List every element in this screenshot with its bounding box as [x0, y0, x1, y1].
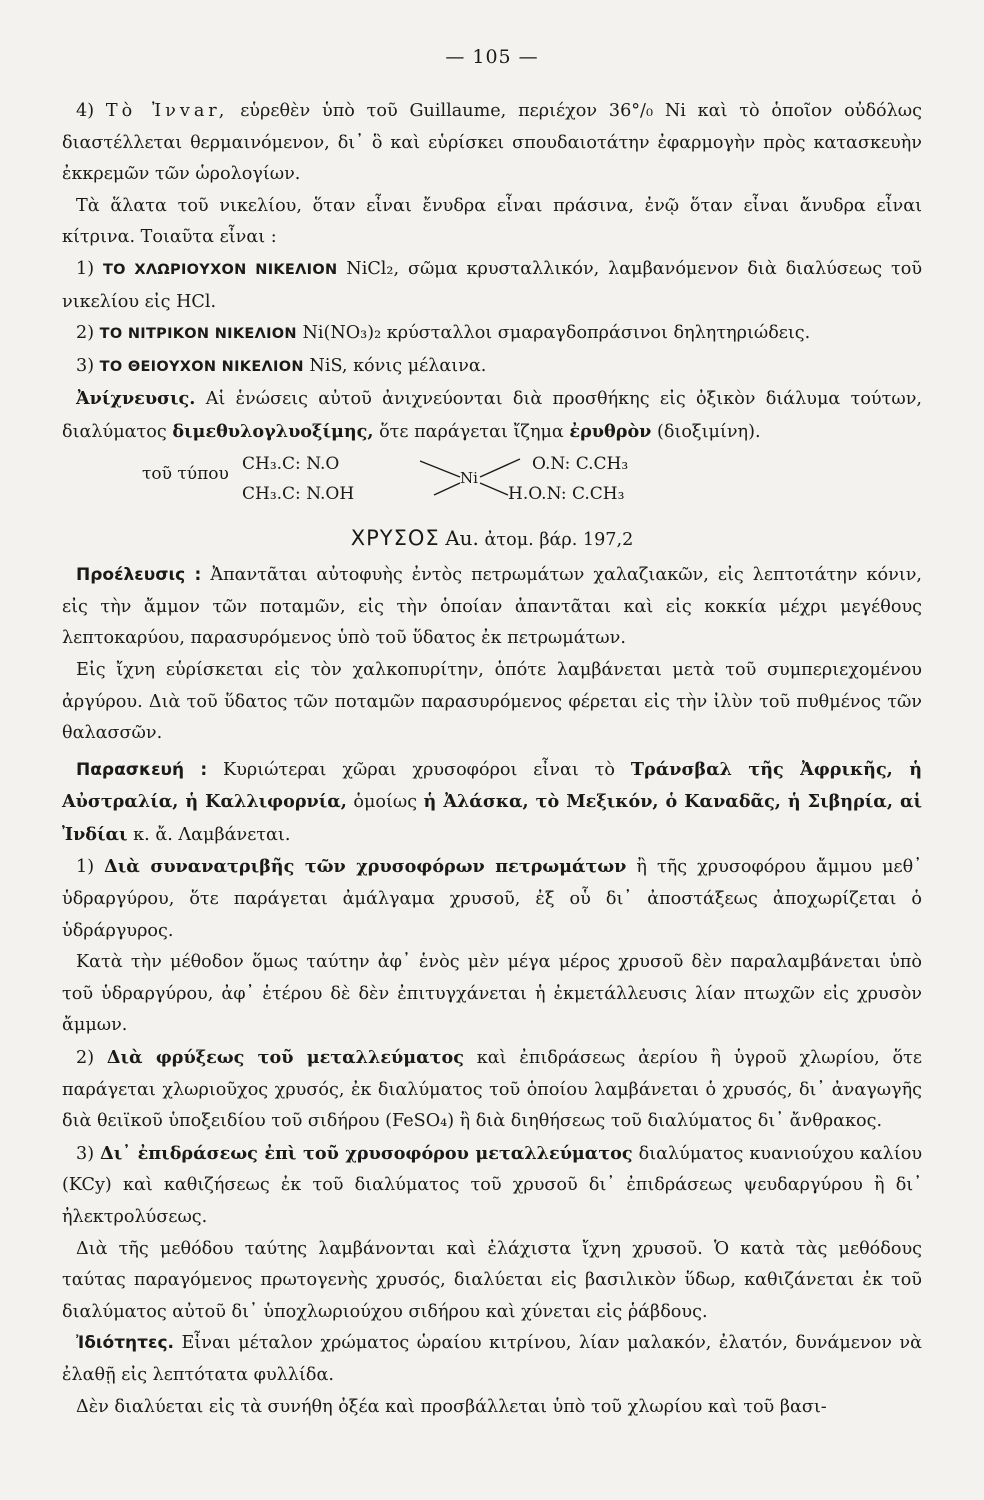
salt-formula: NiCl₂,: [346, 258, 400, 279]
last-line: Δὲν διαλύεται εἰς τὰ συνήθη ὀξέα καὶ προσβάλλεται ὑπὸ τοῦ χλωρίου καὶ τοῦ βασι-: [76, 1396, 827, 1417]
preparation-heading: Παρασκευή :: [76, 759, 208, 780]
method-text: ἢ τῆς χρυσοφόρου ἄμμου μεθ᾽ ὑδραργύρου, ὅτε παράγεται ἀμάλγαμα χρυσοῦ, ἐξ οὗ δι᾽ ἀποστάξεως ἀποχωρίζεται ὁ ὑδράργυρος.: [62, 857, 923, 941]
formula-top-left: CH₃.C: N.O: [242, 453, 340, 474]
gold-atomic-weight: ἀτομ. βάρ. 197,2: [484, 529, 634, 550]
method-2: [62, 1042, 922, 1138]
preparation-text: Κυριώτεραι χῶραι χρυσοφόροι εἶναι τὸ: [223, 759, 616, 780]
method-1: [62, 851, 922, 947]
method-1-note: Κατὰ τὴν μέθοδον ὅμως ταύτην ἀφ᾽ ἑνὸς μὲν μέγα μέρος χρυσοῦ δὲν παραλαμβάνεται ὑπὸ τοῦ ὑδραργύρου, ἀφ᾽ ἑτέρου δὲ δὲν ἐπιτυγχάνεται ἡ ἐκμετάλλευσις λίαν πτωχῶν εἰς χρυσὸν ἄμμων.: [62, 952, 922, 1036]
method-text: διαλύματος κυανιούχου καλίου (KCy) καὶ καθιζήσεως ἐκ τοῦ διαλύματος τοῦ χρυσοῦ δι᾽ ἐπιδράσεως ψευδαργύρου ἢ δι᾽ ἠλεκτρολύσεως.: [62, 1143, 923, 1227]
properties-text: Εἶναι μέταλον χρώματος ὡραίου κιτρίνου, λίαν μαλακόν, ἐλατόν, δυνάμενον νὰ ἐλαθῇ εἰς λεπτότατα φυλλίδα.: [62, 1333, 923, 1385]
salt-text: κρύσταλλοι σμαραγδοπράσινοι δηλητηριώδεις.: [386, 323, 811, 344]
origin-paragraph: [62, 560, 922, 655]
item-number: 4): [76, 101, 95, 121]
page-number: — 105 —: [445, 46, 539, 68]
salt-name: ΤΟ ΝΙΤΡΙΚΟΝ ΝΙΚΕΛΙΟΝ: [99, 326, 297, 343]
salt-formula: Ni(NO₃)₂: [302, 323, 382, 344]
structural-formula: [62, 451, 922, 517]
origin-heading: Προέλευσις :: [76, 565, 202, 586]
salt-number: 2): [76, 323, 95, 344]
salt-formula: NiS,: [309, 355, 348, 376]
properties-heading: Ἰδιότητες.: [76, 1333, 174, 1354]
salt-text: σῶμα κρυσταλλικόν, λαμβανόμενον διὰ διαλύσεως τοῦ νικελίου εἰς HCl.: [62, 258, 923, 312]
method-heading: Διὰ φρύξεως τοῦ μεταλλεύματος: [106, 1047, 464, 1069]
preparation-text: ὁμοίως: [353, 792, 418, 813]
salt-number: 3): [76, 355, 95, 376]
salt-name: ΤΟ ΧΛΩΡΙΟΥΧΟΝ ΝΙΚΕΛΙΟΝ: [102, 261, 338, 278]
preparation-places: ἡ Ἀλάσκα, τὸ Μεξικόν, ὁ Καναδᾶς, ἡ Σιβηρία, αἱ Ἰνδίαι: [62, 791, 923, 845]
formula-bottom-left: CH₃.C: N.OH: [242, 483, 355, 504]
preparation-paragraph: [62, 754, 922, 852]
method-number: 2): [76, 1048, 95, 1069]
properties-paragraph: [62, 1328, 922, 1391]
detection-text: ὅτε παράγεται ἴζημα: [379, 421, 564, 442]
formula-top-right: O.N: C.CH₃: [532, 453, 629, 474]
formula-label: τοῦ τύπου: [142, 463, 229, 484]
formula-bonds: [62, 451, 922, 517]
origin-paragraph-2: Εἰς ἴχνη εὑρίσκεται εἰς τὸν χαλκοπυρίτην, ὁπότε λαμβάνεται μετὰ τοῦ συμπεριεχομένου ἀργύρου. Διὰ τοῦ ὕδατος τῶν ποταμῶν παρασυρόμενος φέρεται εἰς τὴν ἰλὺν τοῦ πυθμένος τῶν θαλασσῶν.: [62, 659, 922, 744]
gold-title-line: [62, 523, 922, 557]
salt-name: ΤΟ ΘΕΙΟΥΧΟΝ ΝΙΚΕΛΙΟΝ: [99, 358, 304, 375]
salt-text: κόνις μέλαινα.: [353, 355, 487, 376]
reagent-name: διμεθυλογλυοξίμης,: [172, 420, 374, 442]
gold-title: ΧΡΥΣΟΣ: [350, 525, 440, 550]
formula-bottom-right: H.O.N: C.CH₃: [508, 483, 625, 504]
method-3: [62, 1138, 922, 1234]
detection-heading: Ἀνίχνευσις.: [76, 388, 196, 410]
invar-text: εὑρεθὲν ὑπὸ τοῦ Guillaume, περιέχον 36°/₀ Ni καὶ τὸ ὁποῖον οὐδόλως διαστέλλεται θερμαινόμενον, δι᾽ ὃ καὶ εὑρίσκει σπουδαιοτάτην ἐφαρμογὴν πρὸς κατασκευὴν ἐκκρεμῶν τῶν ὡρολογίων.: [62, 101, 922, 185]
method-3-note: Διὰ τῆς μεθόδου ταύτης λαμβάνονται καὶ ἐλάχιστα ἴχνη χρυσοῦ. Ὁ κατὰ τὰς μεθόδους ταύτας παραγόμενος πρωτογενὴς χρυσός, διαλύεται εἰς βασιλικὸν ὕδωρ, καθιζάνεται ἐκ τοῦ διαλύματος αὐτοῦ δι᾽ ὑποχλωριούχου σιδήρου καὶ χύνεται εἰς ῥάβδους.: [62, 1238, 922, 1322]
method-heading: Δι᾽ ἐπιδράσεως ἐπὶ τοῦ χρυσοφόρου μεταλλεύματος: [100, 1142, 633, 1164]
preparation-places: Τράνσβαλ τῆς Ἀφρικῆς, ἡ Αὐστραλία, ἡ Καλλιφορνία,: [62, 758, 923, 813]
formula-center-atom: Ni: [460, 468, 478, 487]
detection-text: Αἱ ἑνώσεις αὐτοῦ ἀνιχνεύονται διὰ προσθήκης εἰς ὀξικὸν διάλυμα τούτων, διαλύματος: [62, 389, 922, 442]
detection-text: (διοξιμίνη).: [656, 421, 761, 442]
invar-paragraph: [62, 96, 922, 191]
salt-2: [62, 318, 922, 351]
method-text: καὶ ἐπιδράσεως ἀερίου ἢ ὑγροῦ χλωρίου, ὅτε παράγεται χλωριοῦχος χρυσός, ἐκ διαλύματος τοῦ ὁποίου λαμβάνεται ὁ χρυσός, δι᾽ ἀναγωγῆς διὰ θειϊκοῦ ὑποξειδίου τοῦ σιδήρου (FeSO₄) ἢ διὰ διηθήσεως τοῦ διαλύματος δι᾽ ἄνθρακος.: [62, 1048, 922, 1132]
method-number: 1): [76, 857, 95, 878]
salt-3: [62, 351, 922, 384]
precipitate-color: ἐρυθρὸν: [569, 420, 652, 442]
salt-number: 1): [76, 258, 95, 279]
method-number: 3): [76, 1143, 95, 1164]
method-heading: Διὰ συνανατριβῆς τῶν χρυσοφόρων πετρωμάτων: [104, 856, 627, 878]
gold-symbol: Au.: [445, 525, 479, 550]
salts-intro: Τὰ ἅλατα τοῦ νικελίου, ὅταν εἶναι ἔνυδρα εἶναι πράσινα, ἐνῷ ὅταν εἶναι ἄνυδρα εἶναι κίτρινα. Τοιαῦτα εἶναι :: [62, 195, 922, 248]
body-text: [62, 96, 922, 1423]
detection-paragraph: [62, 383, 922, 448]
salt-1: [62, 254, 922, 318]
preparation-text: κ. ἄ. Λαμβάνεται.: [133, 824, 291, 845]
origin-text: Ἀπαντᾶται αὐτοφυὴς ἐντὸς πετρωμάτων χαλαζιακῶν, εἰς λεπτοτάτην κόνιν, εἰς τὴν ἄμμον τῶν ποταμῶν, εἰς τὴν ὁποίαν ἀπαντᾶται καὶ εἰς κοκκία μέχρι μεγέθους λεπτοκαρύου, παρασυρόμενος ὑπὸ τοῦ ὕδατος ἐκ πετρωμάτων.: [62, 565, 923, 649]
invar-title: Τὸ Ἰνvar,: [105, 101, 229, 121]
